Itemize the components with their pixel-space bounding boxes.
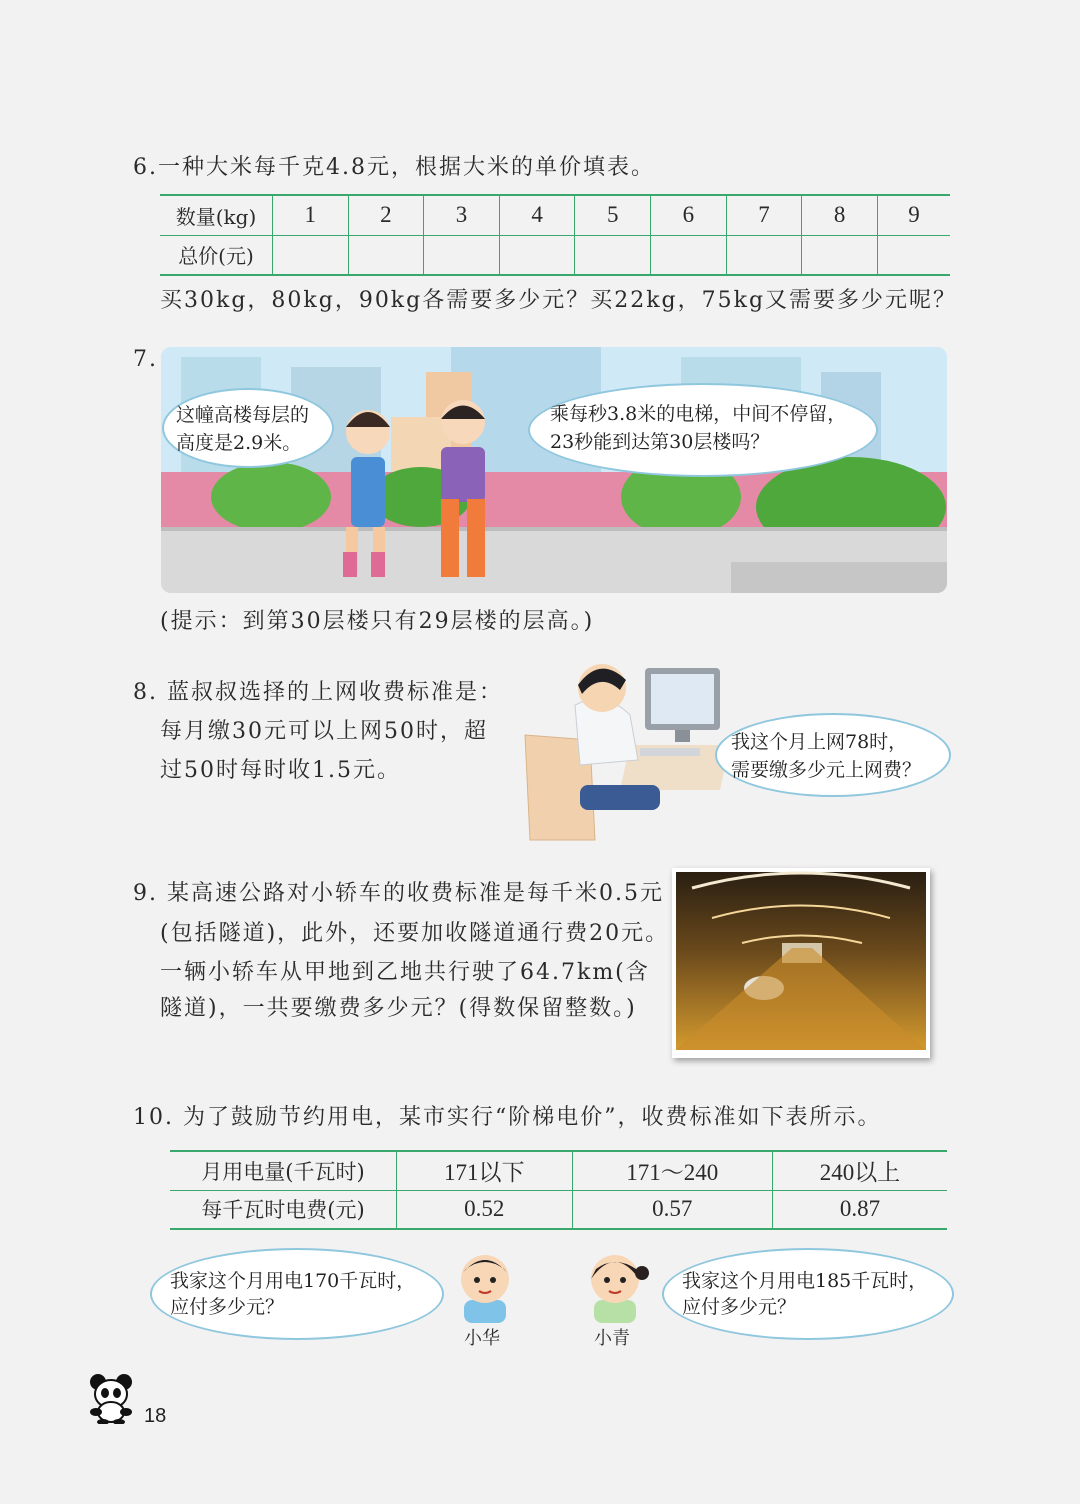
q6-total-header: 总价(元)	[160, 235, 273, 275]
q6-total-cell	[348, 235, 424, 275]
bubble-line: 23秒能到达第30层楼吗？	[550, 431, 770, 453]
q7-number: 7.	[133, 347, 158, 372]
q6-quantity-header: 数量(kg)	[160, 195, 273, 235]
q6-total-cell	[877, 235, 950, 275]
q7-left-speech-bubble	[162, 388, 334, 468]
panda-icon	[86, 1372, 136, 1424]
q10-text: 10. 为了鼓励节约用电，某市实行“阶梯电价”，收费标准如下表所示。	[133, 1105, 882, 1130]
q6-qty-cell: 9	[908, 202, 920, 228]
q6-total-cell	[424, 235, 500, 275]
q10-rate-header: 每千瓦时电费(元)	[170, 1190, 397, 1229]
q6-qty-cell: 4	[499, 195, 575, 235]
xiaoqing-name: 小青	[594, 1328, 630, 1349]
bubble-line: 需要缴多少元上网费？	[731, 759, 922, 781]
q7-hint: (提示：到第30层楼只有29层楼的层高。)	[160, 609, 595, 634]
q6-qty-cell: 1	[273, 195, 349, 235]
q6-qty-cell: 7	[726, 195, 802, 235]
boy-face-image	[452, 1245, 518, 1323]
q6-total-cell	[726, 235, 802, 275]
q10-rate-cell: 0.87	[839, 1196, 881, 1222]
q9-line: 一辆小轿车从甲地到乙地共行驶了64.7km(含	[160, 960, 650, 985]
q6-qty-cell: 3	[424, 195, 500, 235]
q10-rate-cell: 0.52	[397, 1190, 573, 1229]
bubble-line: 这幢高楼每层的	[176, 404, 310, 426]
q10-usage-row	[170, 1151, 947, 1190]
q9-line: (包括隧道)，此外，还要加收隧道通行费20元。	[160, 921, 670, 946]
page-number: 18	[144, 1405, 167, 1427]
q9-tunnel-photo	[672, 868, 930, 1058]
q8-speech-bubble	[715, 713, 951, 797]
q6-total-cell	[802, 235, 878, 275]
q10-rate-cell: 0.57	[572, 1190, 772, 1229]
q6-total-cell	[273, 235, 349, 275]
q6-qty-cell: 5	[575, 195, 651, 235]
q10-electricity-table	[170, 1150, 947, 1230]
q10-rate-row	[170, 1190, 947, 1229]
q8-line: 8. 蓝叔叔选择的上网收费标准是：	[133, 680, 503, 705]
q7-right-speech-bubble	[528, 383, 878, 477]
q6-number: 6.	[133, 155, 158, 180]
q8-line: 过50时每时收1.5元。	[160, 758, 401, 783]
q10-right-speech-bubble	[662, 1248, 954, 1340]
q6-quantity-row	[160, 195, 950, 235]
bubble-line: 应付多少元？	[682, 1296, 797, 1318]
bubble-line: 乘每秒3.8米的电梯，中间不停留，	[550, 403, 847, 425]
girl-face-image	[580, 1245, 650, 1323]
q6-price-table	[160, 194, 950, 276]
bubble-line: 我这个月上网78时，	[731, 731, 908, 753]
q6-stem: 一种大米每千克4.8元，根据大米的单价填表。	[158, 155, 655, 180]
xiaohua-name: 小华	[464, 1328, 500, 1349]
q6-qty-cell: 6	[651, 195, 727, 235]
q6-total-cell	[575, 235, 651, 275]
q9-line: 隧道)，一共要缴费多少元？(得数保留整数。)	[160, 996, 637, 1021]
bubble-line: 应付多少元？	[170, 1296, 285, 1318]
q6-total-cell	[651, 235, 727, 275]
q9-line: 9. 某高速公路对小轿车的收费标准是每千米0.5元	[133, 881, 664, 906]
q6-qty-cell: 2	[348, 195, 424, 235]
bubble-line: 我家这个月用电185千瓦时，	[682, 1270, 928, 1292]
q10-usage-cell: 171以下	[397, 1151, 573, 1190]
q6-followup: 买30kg，80kg，90kg各需要多少元？买22kg，75kg又需要多少元呢？	[160, 288, 958, 313]
q8-line: 每月缴30元可以上网50时，超	[160, 719, 488, 744]
q10-usage-cell: 240以上	[819, 1160, 901, 1186]
bubble-line: 我家这个月用电170千瓦时，	[170, 1270, 416, 1292]
q10-usage-cell: 171～240	[572, 1151, 772, 1190]
q10-usage-header: 月用电量(千瓦时)	[170, 1151, 397, 1190]
q10-left-speech-bubble	[150, 1248, 444, 1340]
tunnel-image	[672, 868, 930, 1058]
q7-illustration	[161, 347, 947, 593]
xiaoqing-avatar	[580, 1245, 650, 1323]
xiaohua-avatar	[452, 1245, 518, 1323]
q6-total-cell	[499, 235, 575, 275]
q6-qty-cell: 8	[802, 195, 878, 235]
q6-total-row	[160, 235, 950, 275]
bubble-line: 高度是2.9米。	[176, 432, 302, 454]
city-scene-image	[161, 347, 947, 593]
q6-text	[133, 148, 655, 187]
